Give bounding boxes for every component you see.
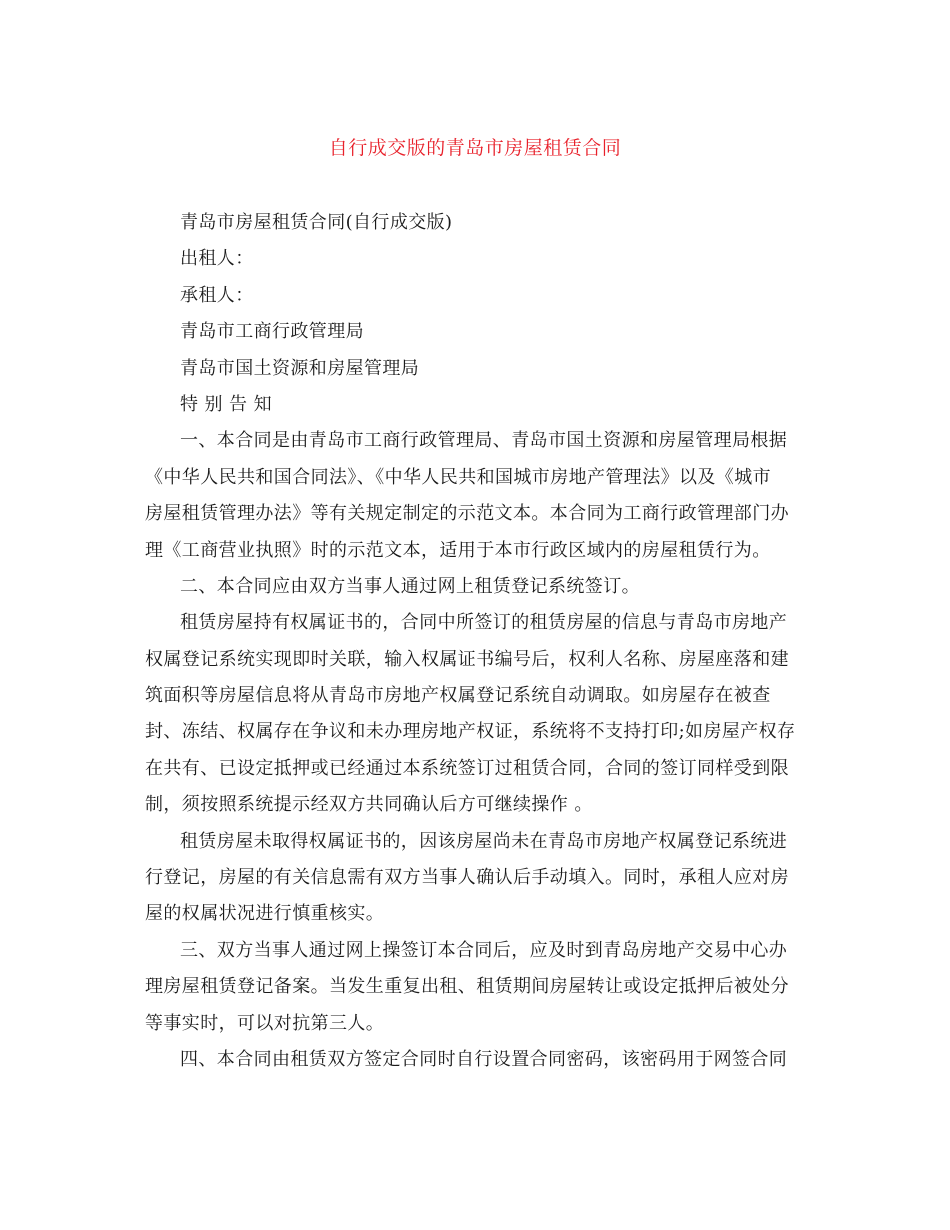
paragraph-line: 理《工商营业执照》时的示范文本，适用于本市行政区域内的房屋租赁行为。 — [145, 539, 771, 561]
paragraph-line: 筑面积等房屋信息将从青岛市房地产权属登记系统自动调取。如房屋存在被查 — [145, 685, 771, 707]
document-body — [145, 205, 805, 1078]
paragraph-line: 一、本合同是由青岛市工商行政管理局、青岛市国土资源和房屋管理局根据 — [180, 430, 788, 452]
contract-subtitle: 青岛市房屋租赁合同(自行成交版) — [180, 212, 453, 233]
paragraph-line: 四、本合同由租赁双方签定合同时自行设置合同密码，该密码用于网签合同 — [180, 1048, 788, 1070]
paragraph-line: 权属登记系统实现即时关联，输入权属证书编号后，权利人名称、房屋座落和建 — [145, 648, 789, 670]
paragraph-line: 三、双方当事人通过网上操签订本合同后，应及时到青岛房地产交易中心办 — [180, 939, 788, 961]
paragraph-line: 租赁房屋持有权属证书的，合同中所签订的租赁房屋的信息与青岛市房地产 — [180, 612, 788, 634]
paragraph-line: 行登记，房屋的有关信息需有双方当事人确认后手动填入。同时，承租人应对房 — [145, 867, 789, 889]
issuer-line: 青岛市国土资源和房屋管理局 — [180, 357, 420, 379]
paragraph-line: 《中华人民共和国合同法》、《中华人民共和国城市房地产管理法》以及《城市 — [145, 466, 771, 488]
paragraph-line: 在共有、已设定抵押或已经通过本系统签订过租赁合同，合同的签订同样受到限 — [145, 757, 789, 779]
paragraph-line: 房屋租赁管理办法》等有关规定制定的示范文本。本合同为工商行政管理部门办 — [145, 503, 789, 525]
special-notice-heading: 特 别 告 知 — [180, 393, 272, 415]
lessor-field-label: 出租人： — [180, 248, 254, 270]
paragraph-line: 租赁房屋未取得权属证书的，因该房屋尚未在青岛市房地产权属登记系统进 — [180, 830, 788, 852]
issuer-line: 青岛市工商行政管理局 — [180, 321, 364, 343]
paragraph-line: 二、本合同应由双方当事人通过网上租赁登记系统签订。 — [180, 575, 640, 597]
paragraph-line: 制，须按照系统提示经双方共同确认后方可继续操作 。 — [145, 794, 593, 816]
document-title: 自行成交版的青岛市房屋租赁合同 — [328, 137, 622, 159]
paragraph-line: 屋的权属状况进行慎重核实。 — [145, 903, 385, 925]
paragraph-line: 等事实时，可以对抗第三人。 — [145, 1012, 385, 1034]
paragraph-line: 理房屋租赁登记备案。当发生重复出租、租赁期间房屋转让或设定抵押后被处分 — [145, 976, 789, 998]
lessee-field-label: 承租人： — [180, 284, 254, 306]
paragraph-line: 封、冻结、权属存在争议和未办理房地产权证，系统将不支持打印;如房屋产权存 — [145, 721, 796, 743]
